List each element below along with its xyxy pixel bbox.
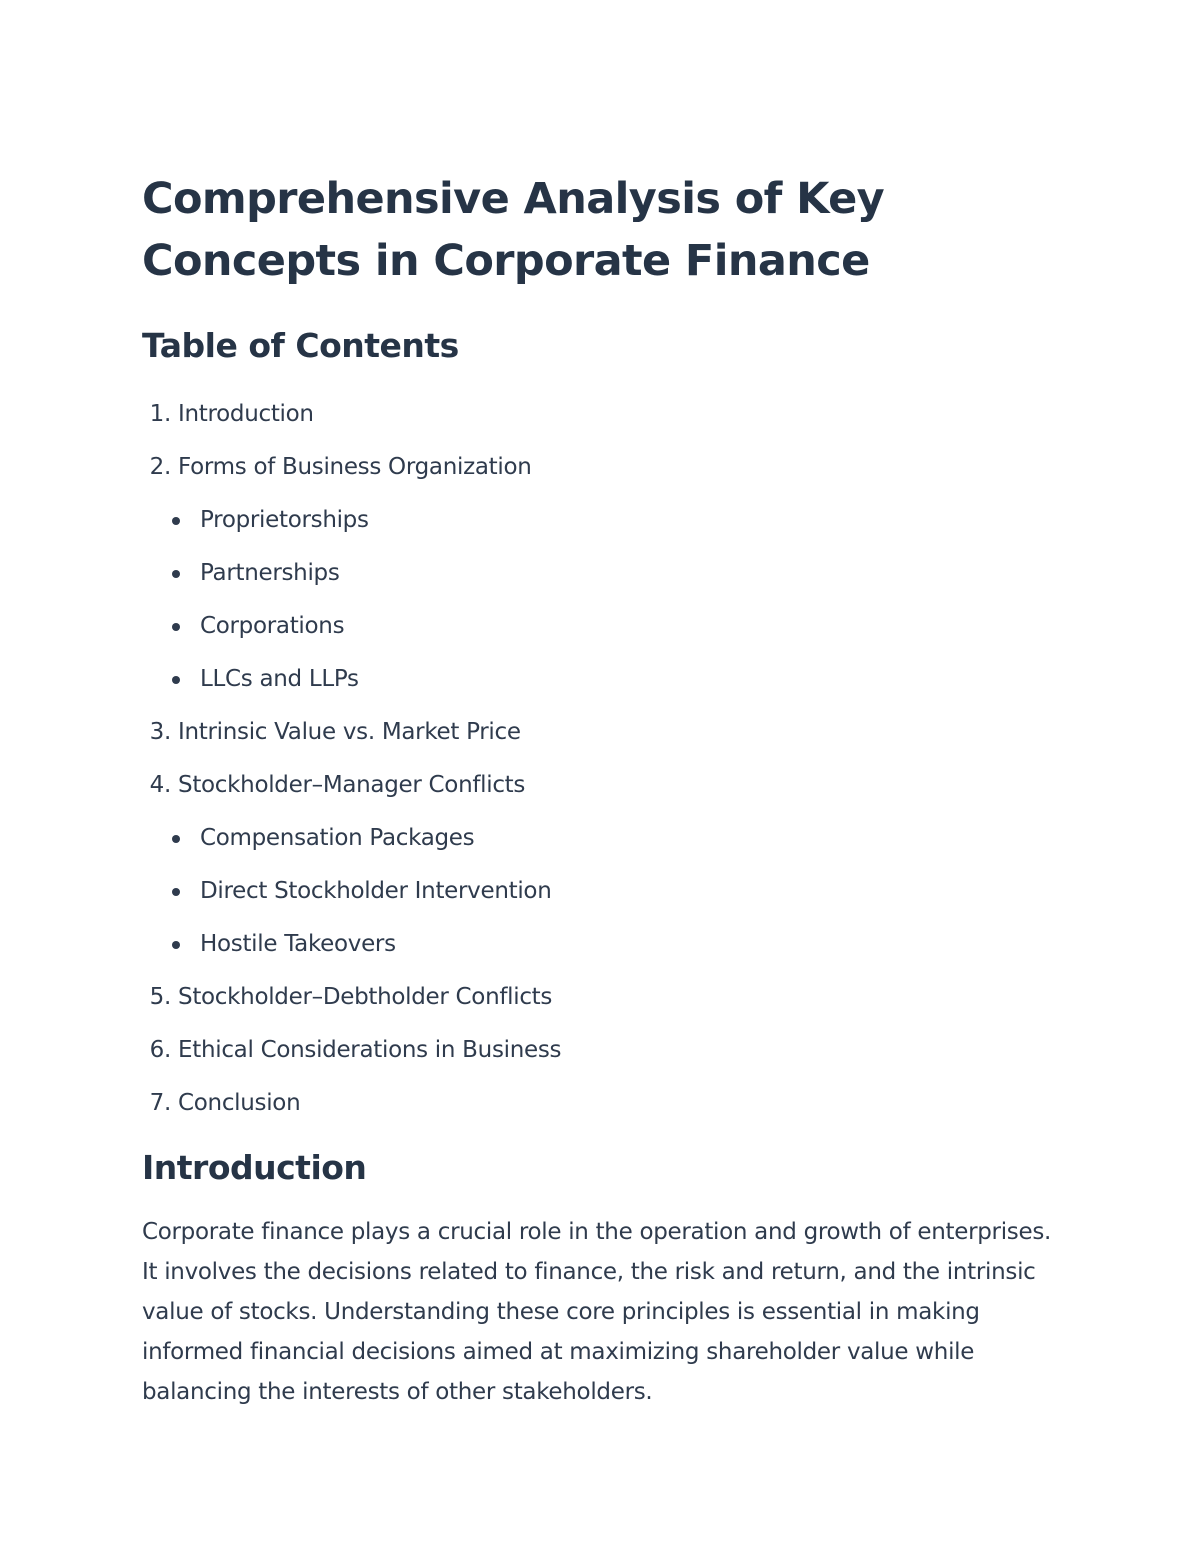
toc-subitem-direct-intervention[interactable]	[142, 865, 1072, 918]
toc-label: Introduction	[178, 401, 314, 427]
bullet-icon	[172, 517, 180, 525]
toc-sublist-forms	[142, 494, 1072, 706]
toc-number: 3.	[149, 719, 171, 745]
bullet-icon	[172, 835, 180, 843]
toc-label: Ethical Considerations in Business	[178, 1037, 562, 1063]
toc-label: Conclusion	[178, 1090, 301, 1116]
bullet-icon	[172, 941, 180, 949]
title-line-2: Concepts in Corporate Finance	[142, 236, 870, 286]
toc-item-ethical-considerations[interactable]	[142, 1024, 1072, 1077]
introduction-paragraph: Corporate finance plays a crucial role in the operation and growth of enterprises. It involves the decisions related to finance, the risk and return, and the intrinsic value of stocks. Understanding these core principles is essential in making informed financial decisions aimed at maximizing shareholder value while balancing the interests of other stakeholders.	[142, 1219, 1052, 1405]
title-line-1: Comprehensive Analysis of Key	[142, 174, 885, 224]
toc-item-intrinsic-value[interactable]	[142, 706, 1072, 759]
toc-sublabel: Compensation Packages	[200, 825, 475, 851]
document-page	[142, 168, 1072, 1412]
toc-label: Intrinsic Value vs. Market Price	[178, 719, 521, 745]
toc-label: Forms of Business Organization	[178, 454, 532, 480]
introduction-heading: Introduction	[142, 1148, 367, 1187]
toc-number: 4.	[149, 772, 171, 798]
toc-sublabel: Corporations	[200, 613, 345, 639]
toc-item-stockholder-manager-conflicts[interactable]	[142, 759, 1072, 812]
toc-subitem-proprietorships[interactable]	[142, 494, 1072, 547]
toc-number: 1.	[149, 401, 171, 427]
toc-item-introduction[interactable]	[142, 388, 1072, 441]
toc-sublist-container	[142, 812, 1072, 971]
bullet-icon	[172, 570, 180, 578]
document-title	[142, 168, 1072, 292]
bullet-icon	[172, 888, 180, 896]
toc-subitem-hostile-takeovers[interactable]	[142, 918, 1072, 971]
toc-label: Stockholder–Manager Conflicts	[178, 772, 526, 798]
toc-sublabel: Proprietorships	[200, 507, 369, 533]
toc-number: 7.	[149, 1090, 171, 1116]
bullet-icon	[172, 676, 180, 684]
toc-sublabel: Partnerships	[200, 560, 340, 586]
toc-number: 6.	[149, 1037, 171, 1063]
toc-item-conclusion[interactable]	[142, 1077, 1072, 1130]
toc-subitem-compensation-packages[interactable]	[142, 812, 1072, 865]
toc-sublabel: LLCs and LLPs	[200, 666, 359, 692]
bullet-icon	[172, 623, 180, 631]
toc-sublabel: Direct Stockholder Intervention	[200, 878, 552, 904]
toc-heading: Table of Contents	[142, 326, 459, 365]
toc-subitem-partnerships[interactable]	[142, 547, 1072, 600]
toc-number: 5.	[149, 984, 171, 1010]
toc-sublist-container	[142, 494, 1072, 706]
table-of-contents	[142, 388, 1072, 1130]
toc-subitem-llcs-llps[interactable]	[142, 653, 1072, 706]
toc-item-forms-of-business-organization[interactable]	[142, 441, 1072, 494]
toc-item-stockholder-debtholder-conflicts[interactable]	[142, 971, 1072, 1024]
toc-sublist-conflicts	[142, 812, 1072, 971]
toc-subitem-corporations[interactable]	[142, 600, 1072, 653]
toc-sublabel: Hostile Takeovers	[200, 931, 396, 957]
toc-number: 2.	[149, 454, 171, 480]
toc-label: Stockholder–Debtholder Conflicts	[178, 984, 553, 1010]
